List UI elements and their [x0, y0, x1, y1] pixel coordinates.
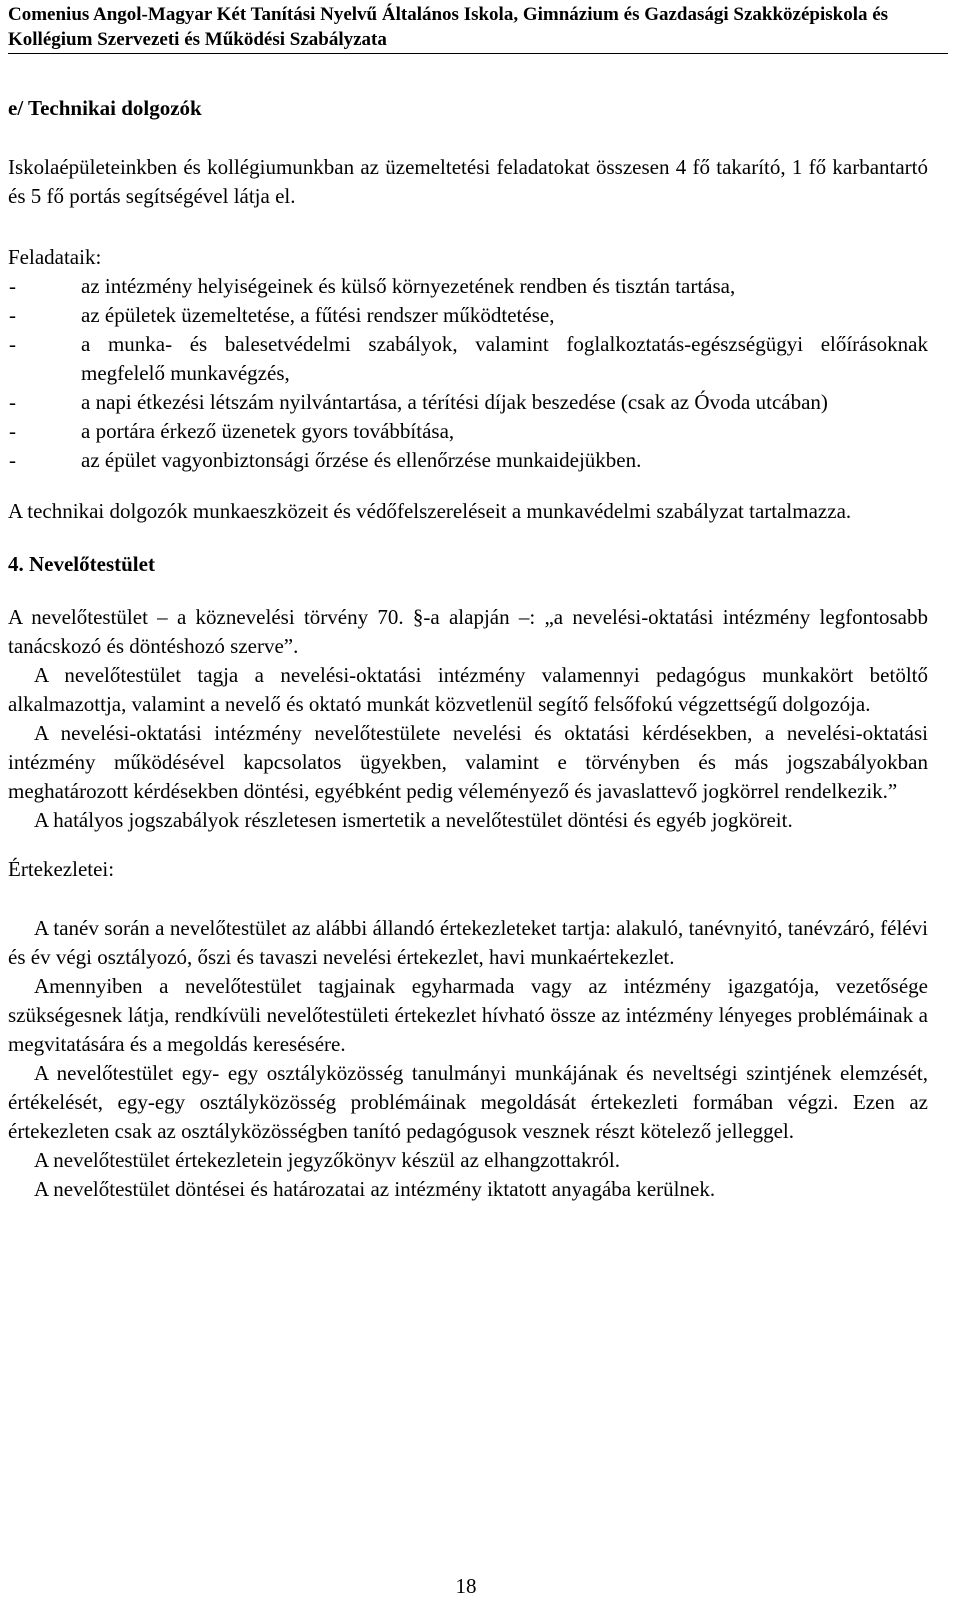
list-item: - a munka- és balesetvédelmi szabályok, valamint foglalkoztatás-egészségügyi előírásoknak megfelelő munkavégzés,: [9, 332, 928, 385]
tasks-list: [8, 272, 928, 475]
section-e-intro: Iskolaépületeinkben és kollégiumunkban az üzemeltetési feladatokat összesen 4 fő takarító, 1 fő karbantartó és 5 fő portás segítségével látja el.: [8, 155, 928, 208]
section-4-paragraph-4: A hatályos jogszabályok részletesen ismertetik a nevelőtestület döntési és egyéb jogköreit.: [34, 808, 793, 832]
section-4-paragraph-3: A nevelési-oktatási intézmény nevelőtestülete nevelési és oktatási kérdésekben, a nevelési-oktatási intézmény működésével kapcsolatos ügyekben, valamint e törvényben és más jogszabályokban meghatározott kérdésekben döntési, egyébként pedig véleményező és javaslattevő jogkörrel rendelkezik.”: [8, 721, 928, 803]
header-line-2: Kollégium Szervezeti és Működési Szabályzata: [8, 29, 387, 50]
meetings-paragraph-1: A tanév során a nevelőtestület az alábbi állandó értekezleteket tartja: alakuló, tanévnyitó, tanévzáró, félévi és év végi osztályozó, őszi és tavaszi nevelési értekezlet, havi munkaértekezlet.: [8, 916, 928, 969]
section-4-paragraph-1: A nevelőtestület – a köznevelési törvény 70. §-a alapján –: „a nevelési-oktatási intézmény legfontosabb tanácskozó és döntéshozó szerve”.: [8, 605, 928, 658]
section-e-closing: A technikai dolgozók munkaeszközeit és védőfelszereléseit a munkavédelmi szabályzat tartalmazza.: [8, 499, 852, 523]
list-item: - az épület vagyonbiztonsági őrzése és ellenőrzése munkaidejükben.: [9, 448, 642, 472]
page-content: [8, 94, 928, 1204]
section-e-title: e/ Technikai dolgozók: [8, 96, 202, 120]
list-item: - az intézmény helyiségeinek és külső környezetének rendben és tisztán tartása,: [9, 274, 736, 298]
header-line-1: Comenius Angol-Magyar Két Tanítási Nyelvű Általános Iskola, Gimnázium és Gazdasági Szakközépiskola és: [8, 4, 889, 25]
list-item: - a napi étkezési létszám nyilvántartása, a térítési díjak beszedése (csak az Óvoda utcában): [9, 390, 828, 414]
page-number: 18: [455, 1574, 477, 1598]
list-item: - a portára érkező üzenetek gyors továbbítása,: [9, 419, 455, 443]
meetings-paragraph-5: A nevelőtestület döntései és határozatai az intézmény iktatott anyagába kerülnek.: [34, 1177, 716, 1201]
list-item: - az épületek üzemeltetése, a fűtési rendszer működtetése,: [9, 303, 555, 327]
meetings-label: Értekezletei:: [8, 857, 115, 881]
meetings-paragraph-3: A nevelőtestület egy- egy osztályközösség tanulmányi munkájának és neveltségi szintjének elemzését, értékelését, egy-egy osztályközösség problémáinak megoldását értekezleti formában végzi. Ezen az értekezleten csak az osztályközösségben tanító pedagógusok vesznek részt kötelező jelleggel.: [8, 1061, 928, 1143]
section-4-title: 4. Nevelőtestület: [8, 552, 155, 576]
meetings-paragraph-4: A nevelőtestület értekezletein jegyzőkönyv készül az elhangzottakról.: [34, 1148, 621, 1172]
section-4-paragraph-2: A nevelőtestület tagja a nevelési-oktatási intézmény valamennyi pedagógus munkakört betöltő alkalmazottja, valamint a nevelő és oktató munkát közvetlenül segítő felsőfokú végzettségű dolgozója.: [8, 663, 928, 716]
document-header: [8, 2, 948, 54]
meetings-paragraph-2: Amennyiben a nevelőtestület tagjainak egyharmada vagy az intézmény igazgatója, vezetősége szükségesnek látja, rendkívüli nevelőtestületi értekezlet hívható össze az intézmény lényeges problémáinak a megvitatására és a megoldás keresésére.: [8, 974, 928, 1056]
tasks-label: Feladataik:: [8, 245, 102, 269]
